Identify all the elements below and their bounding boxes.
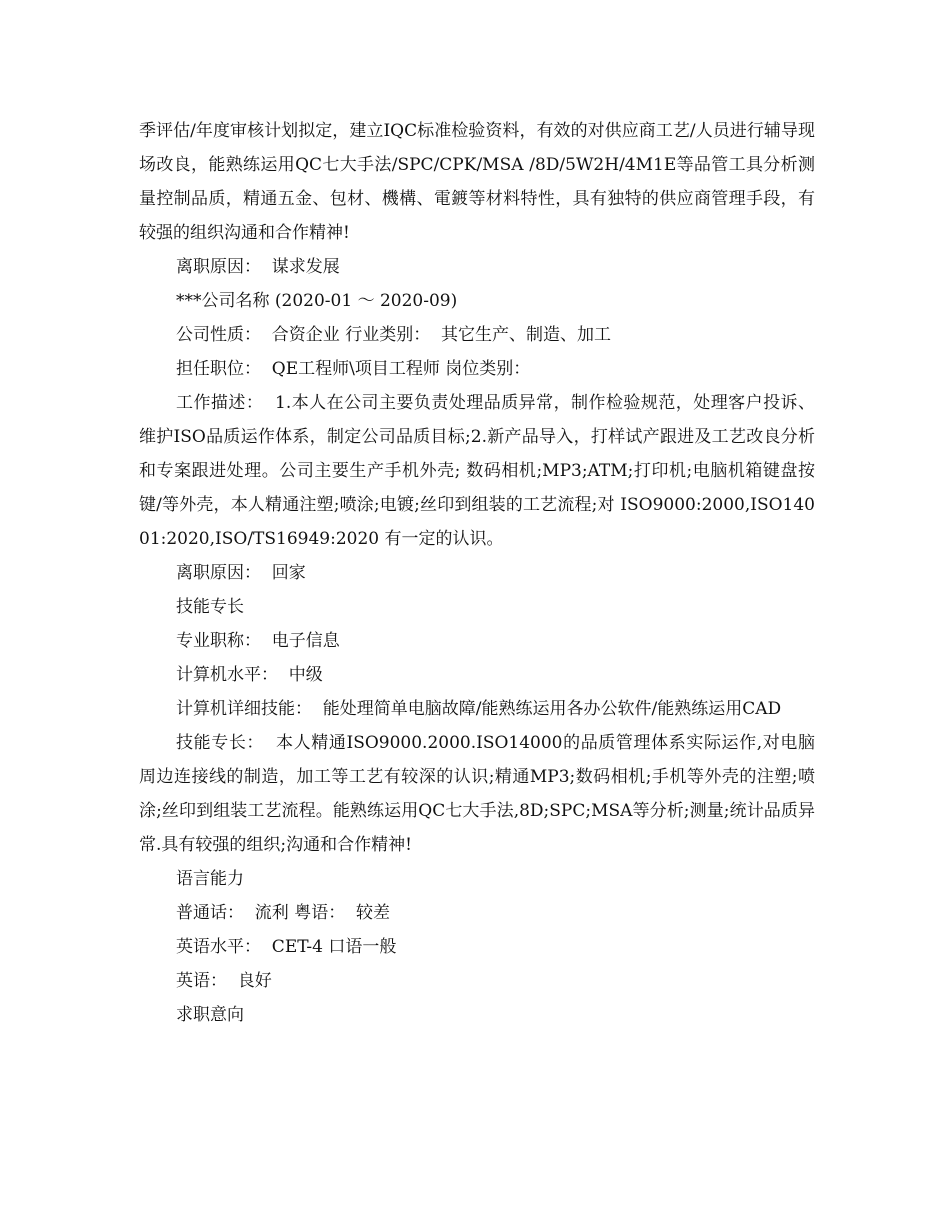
english-line: 英语： 良好	[176, 971, 272, 991]
job-intention-section-heading: 求职意向	[176, 1005, 244, 1025]
mandarin-cantonese-line: 普通话： 流利 粤语： 较差	[176, 903, 391, 923]
work-summary-paragraph: 季评估/年度审核计划拟定，建立IQC标准检验资料，有效的对供应商工艺/人员进行辅导现场改良，能熟练运用QC七大手法/SPC/CPK/MSA /8D/5W2H/4M1E等品管工具分析测量控制品质，精通五金、包材、機構、電鍍等材料特性，具有独特的供应商管理手段，有较强的组织沟通和合作精神!	[139, 121, 815, 243]
computer-level-line: 计算机水平： 中级	[176, 665, 323, 685]
document-body	[139, 114, 815, 1032]
leave-reason-line: 离职原因： 谋求发展	[176, 257, 340, 277]
skills-description-paragraph: 技能专长： 本人精通ISO9000.2000.ISO14000的品质管理体系实际运作,对电脑周边连接线的制造，加工等工艺有较深的认识;精通MP3;数码相机;手机等外壳的注塑;喷涂;丝印到组装工艺流程。能熟练运用QC七大手法,8D;SPC;MSA等分析;测量;统计品质异常.具有较强的组织;沟通和合作精神!	[139, 733, 815, 855]
professional-title-line: 专业职称： 电子信息	[176, 631, 340, 651]
skills-section-heading: 技能专长	[176, 597, 244, 617]
leave-reason-line: 离职原因： 回家	[176, 563, 306, 583]
position-line: 担任职位： QE工程师\项目工程师 岗位类别：	[176, 359, 531, 379]
job-description-paragraph: 工作描述： 1.本人在公司主要负责处理品质异常，制作检验规范，处理客户投诉、维护ISO品质运作体系，制定公司品质目标;2.新产品导入，打样试产跟进及工艺改良分析和专案跟进处理。公司主要生产手机外壳; 数码相机;MP3;ATM;打印机;电脑机箱键盘按键/等外壳，本人精通注塑;喷涂;电镀;丝印到组装的工艺流程;对 ISO9000:2000,ISO14001:2020,ISO/TS16949:2020 有一定的认识。	[139, 393, 815, 549]
company-nature-line: 公司性质： 合资企业 行业类别： 其它生产、制造、加工	[176, 325, 612, 345]
company-name-line: ***公司名称 (2020-01 ～ 2020-09)	[176, 291, 458, 311]
english-level-line: 英语水平： CET-4 口语一般	[176, 937, 397, 957]
computer-skills-paragraph: 计算机详细技能： 能处理简单电脑故障/能熟练运用各办公软件/能熟练运用CAD	[176, 699, 782, 719]
language-section-heading: 语言能力	[176, 869, 244, 889]
